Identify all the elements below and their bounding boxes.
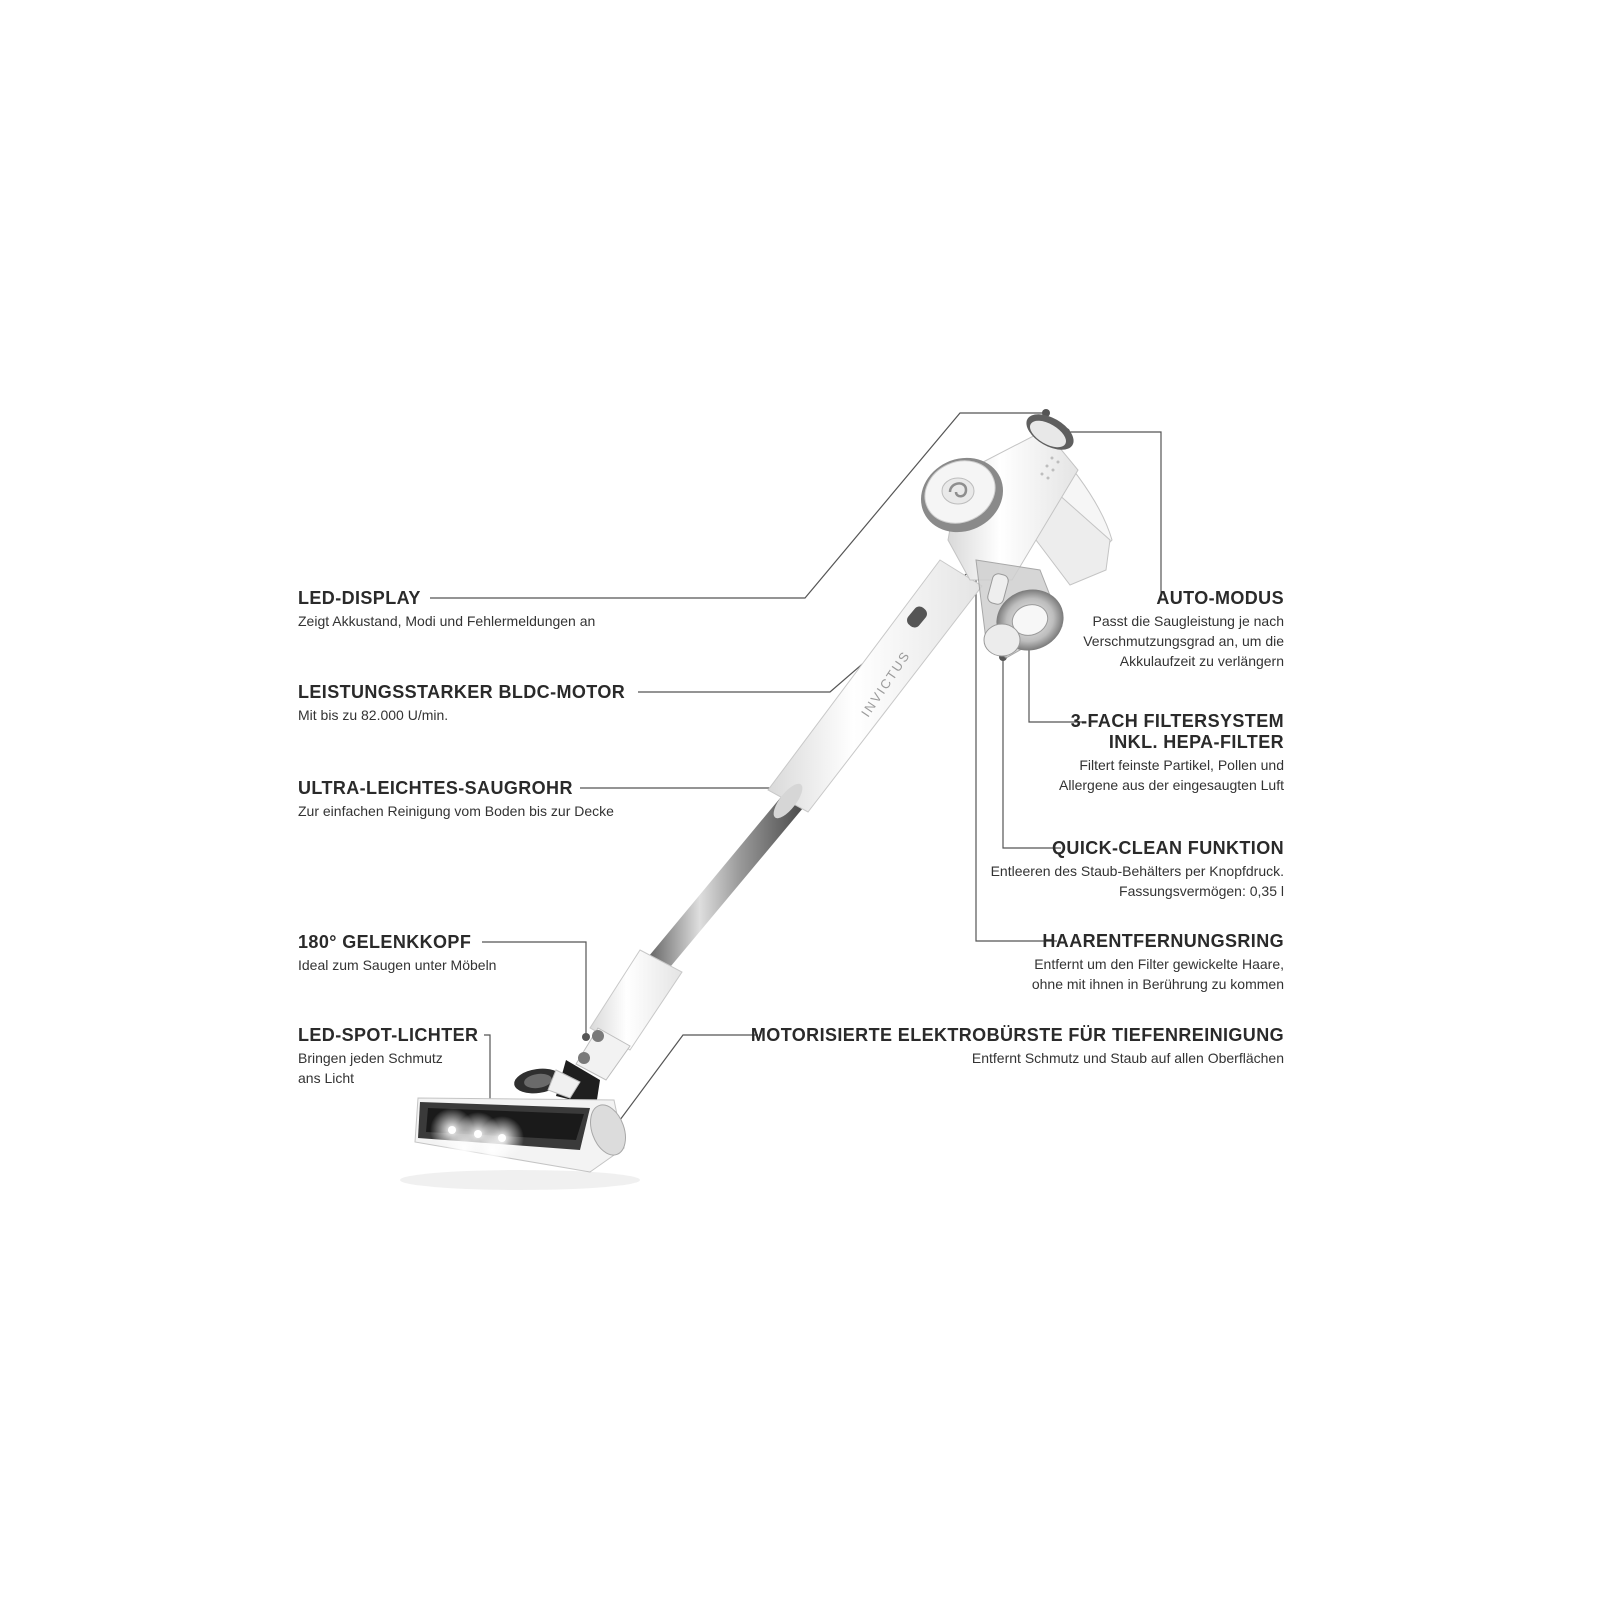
callout-title: LED-SPOT-LICHTER (298, 1025, 479, 1045)
callout-title: AUTO-MODUS (1156, 588, 1284, 608)
callout-title: QUICK-CLEAN FUNKTION (1052, 838, 1284, 858)
callout-desc: Entfernt Schmutz und Staub auf allen Oberflächen (971, 1050, 1284, 1066)
callout-led-lights (298, 1025, 478, 1088)
callout-title: HAARENTFERNUNGSRING (1042, 931, 1284, 951)
leader-quick-clean (1003, 659, 1061, 848)
leader-joint (482, 942, 586, 1035)
callout-desc: Zeigt Akkustand, Modi und Fehlermeldungen an (298, 613, 596, 629)
upper-tube (768, 560, 982, 822)
callout-brush (751, 1025, 1284, 1068)
callout-led-display (298, 588, 595, 631)
callout-desc: Filtert feinste Partikel, Pollen und Allergene aus der eingesaugten Luft (1059, 757, 1284, 793)
callout-desc: Passt die Saugleistung je nach Verschmutzungsgrad an, um die Akkulaufzeit zu verlängern (1083, 613, 1284, 669)
leader-brush (614, 1035, 758, 1128)
callout-tube (298, 778, 614, 821)
callout-desc: Zur einfachen Reinigung vom Boden bis zur Decke (298, 803, 614, 819)
dust-bin (976, 560, 1072, 660)
callout-title: LED-DISPLAY (298, 588, 421, 608)
callout-desc: Mit bis zu 82.000 U/min. (298, 707, 449, 723)
callout-motor (298, 682, 625, 725)
callout-title: LEISTUNGSSTARKER BLDC-MOTOR (298, 682, 626, 702)
callout-desc: Entfernt um den Filter gewickelte Haare, ohne mit ihnen in Berührung zu kommen (1031, 956, 1284, 992)
callout-hair-ring (1032, 931, 1284, 994)
callout-title: ULTRA-LEICHTES-SAUGROHR (298, 778, 573, 798)
callout-desc: Entleeren des Staub-Behälters per Knopfdruck. Fassungsvermögen: 0,35 l (990, 863, 1284, 899)
metal-tube (644, 797, 803, 972)
brand-text: INVICTUS (858, 647, 914, 720)
callout-quick-clean (991, 838, 1284, 901)
lower-connector (576, 950, 682, 1080)
callout-desc: Ideal zum Saugen unter Möbeln (298, 957, 497, 973)
callout-desc: Bringen jeden Schmutz ans Licht (298, 1050, 443, 1086)
callout-joint (298, 932, 496, 975)
callout-title: 180° GELENKKOPF (298, 932, 472, 952)
callout-title: MOTORISIERTE ELEKTROBÜRSTE FÜR TIEFENREINIGUNG (750, 1025, 1284, 1045)
callout-filter (1059, 711, 1284, 795)
callout-auto-mode (1083, 588, 1284, 671)
callout-title: 3-FACH FILTERSYSTEM INKL. HEPA-FILTER (1070, 711, 1284, 752)
leader-dot-joint (582, 1033, 590, 1041)
